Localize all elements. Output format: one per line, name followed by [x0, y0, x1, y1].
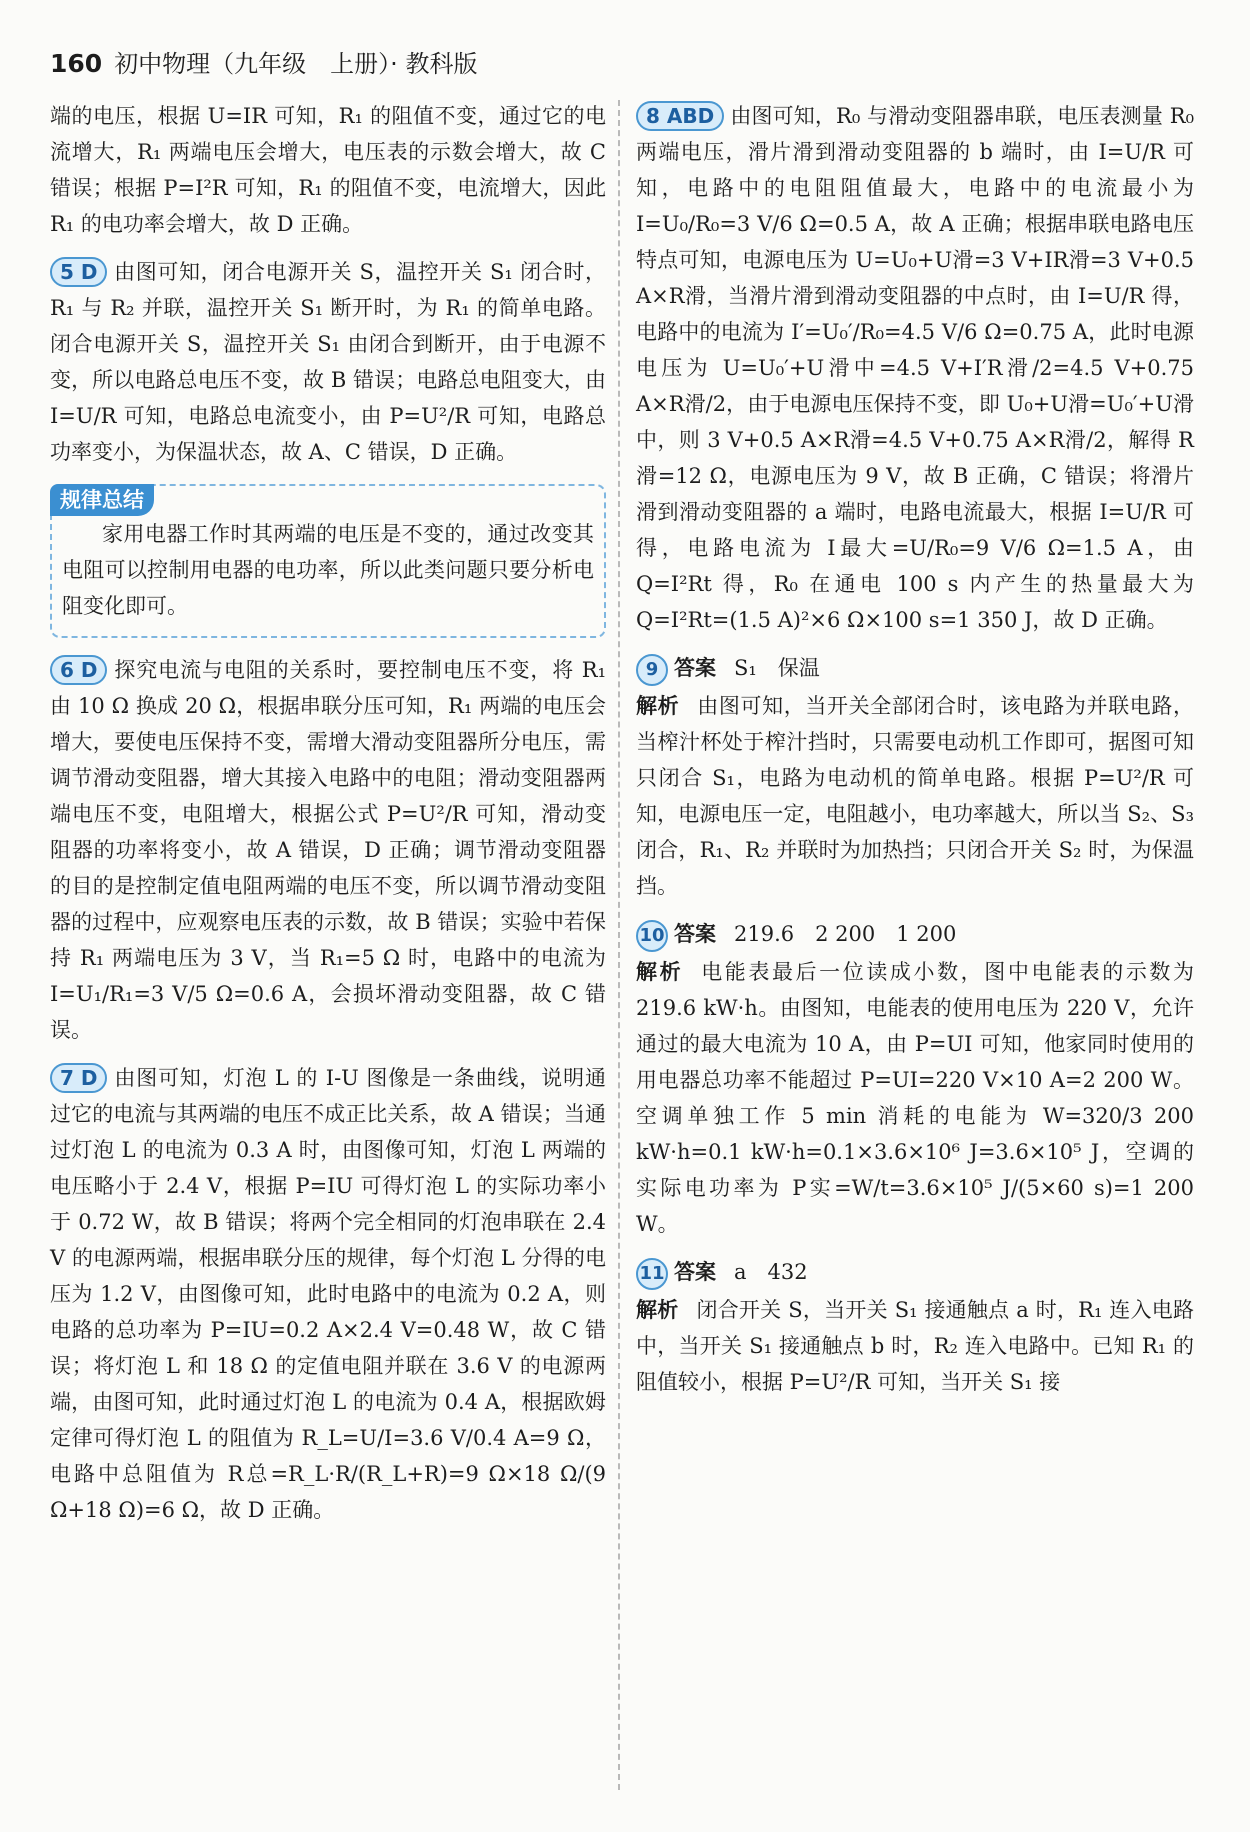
answer-label: 答案: [674, 922, 716, 946]
answer-value: 219.6 2 200 1 200: [734, 922, 957, 946]
answer-text: 由图可知，R₀ 与滑动变阻器串联，电压表测量 R₀ 两端电压，滑片滑到滑动变阻器的 b 端时，由 I=U/R 可知，电路中的电阻阻值最大，电路中的电流最小为 I=U₀/R₀=3 V/6 Ω=0.5 A，故 A 正确；根据串联电路电压特点可知，电源电压为 U=U₀+U滑=3 V+IR滑=3 V+0.5 A×R滑，当滑片滑到滑动变阻器的中点时，由 I=U/R 得，电路中的电流为 I′=U₀′/R₀=4.5 V/6 Ω=0.75 A，此时电源电压为 U=U₀′+U滑中=4.5 V+I′R滑/2=4.5 V+0.75 A×R滑/2，由于电源电压保持不变，即 U₀+U滑=U₀′+U滑中，则 3 V+0.5 A×R滑=4.5 V+0.75 A×R滑/2，解得 R滑=12 Ω，电源电压为 9 V，故 B 正确，C 错误；将滑片滑到滑动变阻器的 a 端时，电路电流最大，根据 I=U/R 可得，电路电流为 I最大=U/R₀=9 V/6 Ω=1.5 A，由 Q=I²Rt 得，R₀ 在通电 100 s 内产生的热量最大为 Q=I²Rt=(1.5 A)²×6 Ω×100 s=1 350 J，故 D 正确。: [636, 104, 1194, 632]
question-number: 10: [636, 920, 668, 952]
question-9: [636, 650, 1194, 904]
right-column: [636, 98, 1194, 1402]
answer-label: 答案: [674, 1260, 716, 1284]
question-10: [636, 916, 1194, 1242]
summary-title: 规律总结: [50, 484, 154, 516]
answer-value: a 432: [734, 1260, 808, 1284]
answer-7: [50, 1060, 606, 1528]
answer-text: 由图可知，闭合电源开关 S，温控开关 S₁ 闭合时，R₁ 与 R₂ 并联，温控开关 S₁ 断开时，为 R₁ 的简单电路。闭合电源开关 S，温控开关 S₁ 由闭合到断开，由于电源不变，所以电路总电压不变，故 B 错误；电路总电阻变大，由 I=U/R 可知，电路总电流变小，由 P=U²/R 可知，电路总功率变小，为保温状态，故 A、C 错误，D 正确。: [50, 260, 606, 464]
column-divider: [618, 100, 620, 1790]
answer-6: [50, 652, 606, 1048]
answer-5: [50, 254, 606, 470]
analysis-text: 电能表最后一位读成小数，图中电能表的示数为 219.6 kW·h。由图知，电能表的使用电压为 220 V，允许通过的最大电流为 10 A，由 P=UI 可知，他家同时使用的用电器总功率不能超过 P=UI=220 V×10 A=2 200 W。空调单独工作 5 min 消耗的电能为 W=320/3 200 kW·h=0.1 kW·h=0.1×3.6×10⁶ J=3.6×10⁵ J，空调的实际电功率为 P实=W/t=3.6×10⁵ J/(5×60 s)=1 200 W。: [636, 960, 1195, 1236]
rule-summary-box: [50, 484, 606, 638]
question-number: 9: [636, 654, 668, 686]
summary-text: 家用电器工作时其两端的电压是不变的，通过改变其电阻可以控制用电器的电功率，所以此类问题只要分析电阻变化即可。: [62, 522, 594, 618]
question-11: [636, 1254, 1194, 1400]
answer-label: 答案: [674, 656, 716, 680]
analysis-text: 由图可知，当开关全部闭合时，该电路为并联电路，当榨汁杯处于榨汁挡时，只需要电动机工作即可，据图可知只闭合 S₁，电路为电动机的简单电路。根据 P=U²/R 可知，电源电压一定，电阻越小，电功率越大，所以当 S₂、S₃ 闭合，R₁、R₂ 并联时为加热挡；只闭合开关 S₂ 时，为保温挡。: [636, 694, 1194, 898]
answer-value: S₁ 保温: [734, 656, 820, 680]
answer-badge: 7 D: [50, 1063, 107, 1093]
continuation-paragraph: 端的电压，根据 U=IR 可知，R₁ 的阻值不变，通过它的电流增大，R₁ 两端电压会增大，电压表的示数会增大，故 C 错误；根据 P=I²R 可知，R₁ 的阻值不变，电流增大，因此 R₁ 的电功率会增大，故 D 正确。: [50, 104, 606, 236]
analysis-label: 解析: [636, 960, 684, 984]
left-column: [50, 98, 606, 1530]
analysis-text: 闭合开关 S，当开关 S₁ 接通触点 a 时，R₁ 连入电路中，当开关 S₁ 接通触点 b 时，R₂ 连入电路中。已知 R₁ 的阻值较小，根据 P=U²/R 可知，当开关 S₁ 接: [636, 1298, 1194, 1394]
analysis-label: 解析: [636, 694, 680, 718]
answer-badge: 6 D: [50, 655, 107, 685]
answer-8: [636, 98, 1194, 638]
book-title: 初中物理（九年级 上册）· 教科版: [114, 50, 478, 78]
answer-text: 探究电流与电阻的关系时，要控制电压不变，将 R₁ 由 10 Ω 换成 20 Ω，根据串联分压可知，R₁ 两端的电压会增大，要使电压保持不变，需增大滑动变阻器所分电压，需调节滑动变阻器，增大其接入电路中的电阻；滑动变阻器两端电压不变，电阻增大，根据公式 P=U²/R 可知，滑动变阻器的功率将变小，故 A 错误，D 正确；调节滑动变阻器的目的是控制定值电阻两端的电压不变，所以调节滑动变阻器的过程中，应观察电压表的示数，故 B 错误；实验中若保持 R₁ 两端电压为 3 V，当 R₁=5 Ω 时，电路中的电流为 I=U₁/R₁=3 V/5 Ω=0.6 A，会损坏滑动变阻器，故 C 错误。: [50, 658, 606, 1042]
page-header: [50, 44, 477, 79]
analysis-label: 解析: [636, 1298, 679, 1322]
answer-badge: 5 D: [50, 257, 107, 287]
answer-text: 由图可知，灯泡 L 的 I-U 图像是一条曲线，说明通过它的电流与其两端的电压不成正比关系，故 A 错误；当通过灯泡 L 的电流为 0.3 A 时，由图像可知，灯泡 L 两端的电压略小于 2.4 V，根据 P=IU 可得灯泡 L 的实际功率小于 0.72 W，故 B 错误；将两个完全相同的灯泡串联在 2.4 V 的电源两端，根据串联分压的规律，每个灯泡 L 分得的电压为 1.2 V，由图像可知，此时电路中的电流为 0.2 A，则电路的总功率为 P=IU=0.2 A×2.4 V=0.48 W，故 C 错误；将灯泡 L 和 18 Ω 的定值电阻并联在 3.6 V 的电源两端，由图可知，此时通过灯泡 L 的电流为 0.4 A，根据欧姆定律可得灯泡 L 的阻值为 R_L=U/I=3.6 V/0.4 A=9 Ω，电路中总阻值为 R总=R_L·R/(R_L+R)=9 Ω×18 Ω/(9 Ω+18 Ω)=6 Ω，故 D 正确。: [50, 1066, 606, 1522]
question-number: 11: [636, 1258, 668, 1290]
page-number: 160: [50, 49, 103, 78]
answer-badge: 8 ABD: [636, 101, 724, 131]
